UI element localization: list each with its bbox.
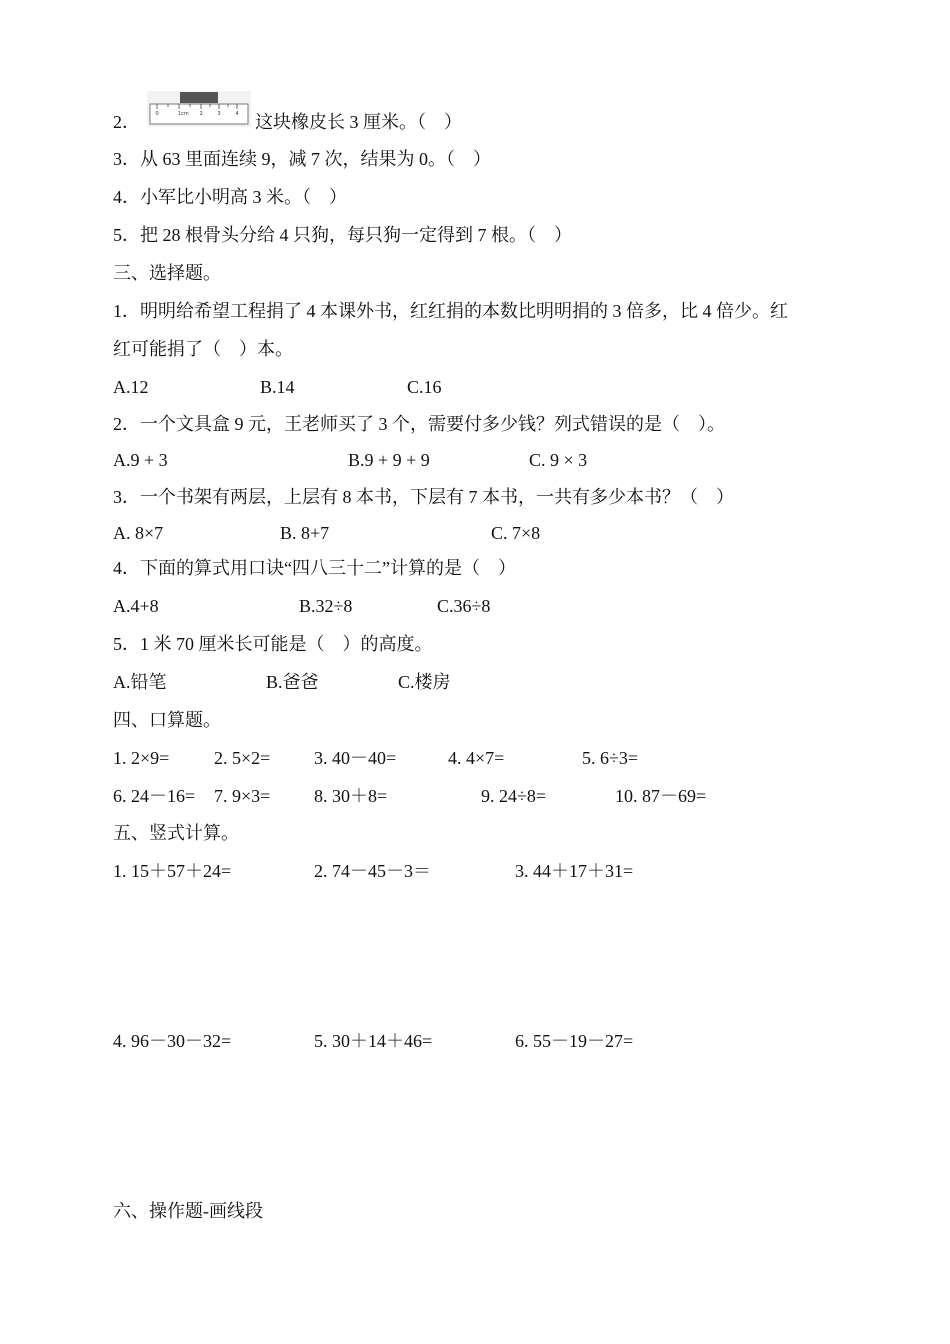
choice-q5-option-b: B.爸爸 (266, 672, 319, 692)
choice-q5: 5．1 米 70 厘米长可能是（ ）的高度。 (113, 634, 433, 654)
choice-q1-option-c: C.16 (407, 377, 442, 397)
section-oral-title: 四、口算题。 (113, 710, 221, 730)
oral-item: 6. 24－16= (113, 786, 196, 806)
vertical-item: 6. 55－19－27= (515, 1031, 634, 1051)
choice-q4: 4．下面的算式用口诀“四八三十二”计算的是（ ） (113, 558, 516, 578)
eraser-shape (180, 92, 218, 103)
choice-q4-option-c: C.36÷8 (437, 596, 491, 616)
oral-item: 5. 6÷3= (582, 748, 639, 768)
ruler-eraser-image (147, 91, 251, 127)
choice-q2-option-b: B.9 + 9 + 9 (348, 450, 430, 470)
judge-q5: 5．把 28 根骨头分给 4 只狗，每只狗一定得到 7 根。（ ） (113, 225, 572, 245)
judge-q4: 4．小军比小明高 3 米。（ ） (113, 187, 347, 207)
ruler-label: 1cm (178, 111, 189, 117)
vertical-item: 2. 74－45－3＝ (314, 861, 431, 881)
vertical-item: 3. 44＋17＋31= (515, 861, 634, 881)
oral-item: 8. 30＋8= (314, 786, 388, 806)
ruler-label: 3 (217, 111, 221, 117)
choice-q1-line1: 1．明明给希望工程捐了 4 本课外书，红红捐的本数比明明捐的 3 倍多，比 4 倍少。红 (113, 301, 788, 321)
section-operation-title: 六、操作题-画线段 (113, 1201, 263, 1221)
choice-q2-option-c: C. 9 × 3 (529, 450, 588, 470)
choice-q2: 2．一个文具盒 9 元，王老师买了 3 个，需要付多少钱？列式错误的是（ ）。 (113, 414, 725, 434)
oral-item: 7. 9×3= (214, 786, 271, 806)
choice-q3-option-a: A. 8×7 (113, 523, 164, 543)
vertical-item: 1. 15＋57＋24= (113, 861, 232, 881)
choice-q3-option-c: C. 7×8 (491, 523, 541, 543)
choice-q5-option-c: C.楼房 (398, 672, 451, 692)
choice-q4-option-b: B.32÷8 (299, 596, 353, 616)
judge-q3: 3．从 63 里面连续 9，减 7 次，结果为 0。（ ） (113, 149, 491, 169)
ruler-label: 2 (199, 111, 203, 117)
vertical-item: 4. 96－30－32= (113, 1031, 232, 1051)
judge-q2-number: 2． (113, 112, 140, 132)
choice-q1-option-a: A.12 (113, 377, 149, 397)
section-vertical-title: 五、竖式计算。 (113, 823, 239, 843)
oral-item: 9. 24÷8= (481, 786, 547, 806)
oral-item: 1. 2×9= (113, 748, 170, 768)
choice-q1-option-b: B.14 (260, 377, 295, 397)
judge-q2-text: 这块橡皮长 3 厘米。（ ） (255, 112, 462, 132)
oral-item: 4. 4×7= (448, 748, 505, 768)
choice-q2-option-a: A.9 + 3 (113, 450, 168, 470)
oral-item: 3. 40－40= (314, 748, 397, 768)
oral-item: 2. 5×2= (214, 748, 271, 768)
choice-q1-line2: 红可能捐了（ ）本。 (113, 339, 293, 359)
choice-q3-option-b: B. 8+7 (280, 523, 330, 543)
choice-q5-option-a: A.铅笔 (113, 672, 167, 692)
oral-item: 10. 87－69= (615, 786, 707, 806)
ruler-label: 0 (155, 111, 159, 117)
vertical-item: 5. 30＋14＋46= (314, 1031, 433, 1051)
ruler-label: 4 (235, 111, 239, 117)
choice-q4-option-a: A.4+8 (113, 596, 159, 616)
choice-q3: 3．一个书架有两层，上层有 8 本书，下层有 7 本书，一共有多少本书？（ ） (113, 487, 734, 507)
section-choice-title: 三、选择题。 (113, 263, 221, 283)
